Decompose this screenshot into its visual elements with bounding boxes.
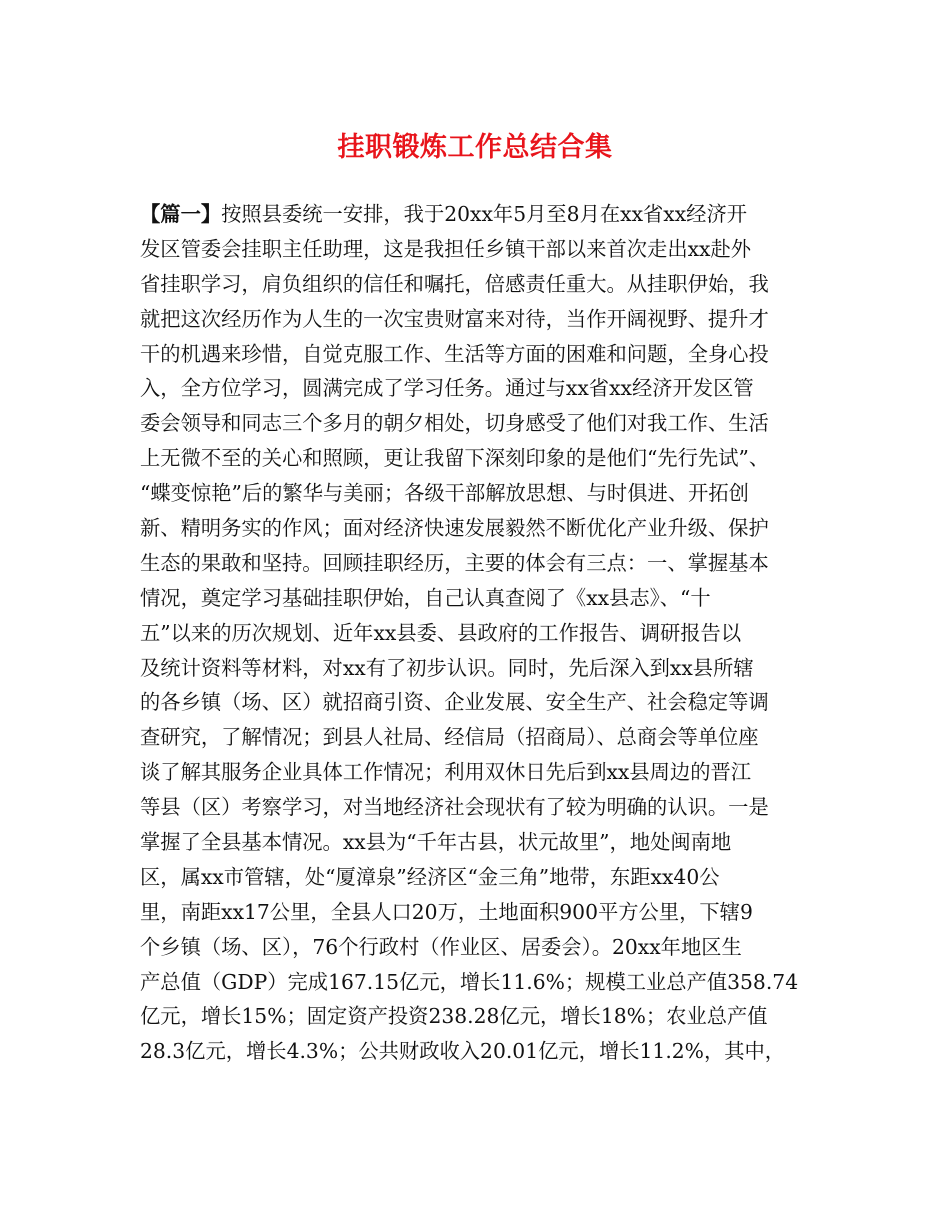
body-line-text: 按照县委统一安排，我于20xx年5月至8月在xx省xx经济开 xyxy=(221,202,748,226)
body-line: 发区管委会挂职主任助理，这是我担任乡镇干部以来首次走出xx赴外 xyxy=(140,236,752,261)
body-line: 上无微不至的关心和照顾，更让我留下深刻印象的是他们“先行先试”、 xyxy=(140,446,770,471)
body-line: 就把这次经历作为人生的一次宝贵财富来对待，当作开阔视野、提升才 xyxy=(140,306,769,331)
body-line: 掌握了全县基本情况。xx县为“千年古县，状元故里”，地处闽南地 xyxy=(140,830,732,855)
body-line: 查研究，了解情况；到县人社局、经信局（招商局）、总商会等单位座 xyxy=(140,725,759,750)
body-line xyxy=(140,197,812,232)
body-line: 委会领导和同志三个多月的朝夕相处，切身感受了他们对我工作、生活 xyxy=(140,411,769,436)
body-line: 干的机遇来珍惜，自觉克服工作、生活等方面的困难和问题，全身心投 xyxy=(140,341,769,366)
body-line: 入，全方位学习，圆满完成了学习任务。通过与xx省xx经济开发区管 xyxy=(140,376,754,401)
body-line: 情况，奠定学习基础挂职伊始，自己认真查阅了《xx县志》、“十 xyxy=(140,585,711,610)
body-line: 及统计资料等材料，对xx有了初步认识。同时，先后深入到xx县所辖 xyxy=(140,655,754,680)
body-line: 产总值（GDP）完成167.15亿元，增长11.6%；规模工业总产值358.74 xyxy=(140,969,799,994)
body-line: 个乡镇（场、区），76个行政村（作业区、居委会）。20xx年地区生 xyxy=(140,934,742,959)
body-line: 亿元，增长15%；固定资产投资238.28亿元，增长18%；农业总产值 xyxy=(140,1004,768,1029)
section-label: 【篇一】 xyxy=(140,202,222,226)
body-line: 新、精明务实的作风；面对经济快速发展毅然不断优化产业升级、保护 xyxy=(140,516,769,541)
document-body xyxy=(140,197,812,1069)
body-line: 28.3亿元，增长4.3%；公共财政收入20.01亿元，增长11.2%，其中， xyxy=(140,1039,786,1064)
body-line: 省挂职学习，肩负组织的信任和嘱托，倍感责任重大。从挂职伊始，我 xyxy=(140,271,769,296)
body-line: 的各乡镇（场、区）就招商引资、企业发展、安全生产、社会稳定等调 xyxy=(140,690,769,715)
body-line: 里，南距xx17公里，全县人口20万，土地面积900平方公里，下辖9 xyxy=(140,899,753,924)
body-line: 生态的果敢和坚持。回顾挂职经历，主要的体会有三点：一、掌握基本 xyxy=(140,550,769,575)
body-line: 五”以来的历次规划、近年xx县委、县政府的工作报告、调研报告以 xyxy=(140,620,742,645)
body-line: 等县（区）考察学习，对当地经济社会现状有了较为明确的认识。一是 xyxy=(140,795,769,820)
body-line: 谈了解其服务企业具体工作情况；利用双休日先后到xx县周边的晋江 xyxy=(140,760,752,785)
body-line: 区，属xx市管辖，处“厦漳泉”经济区“金三角”地带，东距xx40公 xyxy=(140,864,720,889)
body-line: “蝶变惊艳”后的繁华与美丽；各级干部解放思想、与时俱进、开拓创 xyxy=(140,481,749,506)
document-title: 挂职锻炼工作总结合集 xyxy=(337,132,613,163)
